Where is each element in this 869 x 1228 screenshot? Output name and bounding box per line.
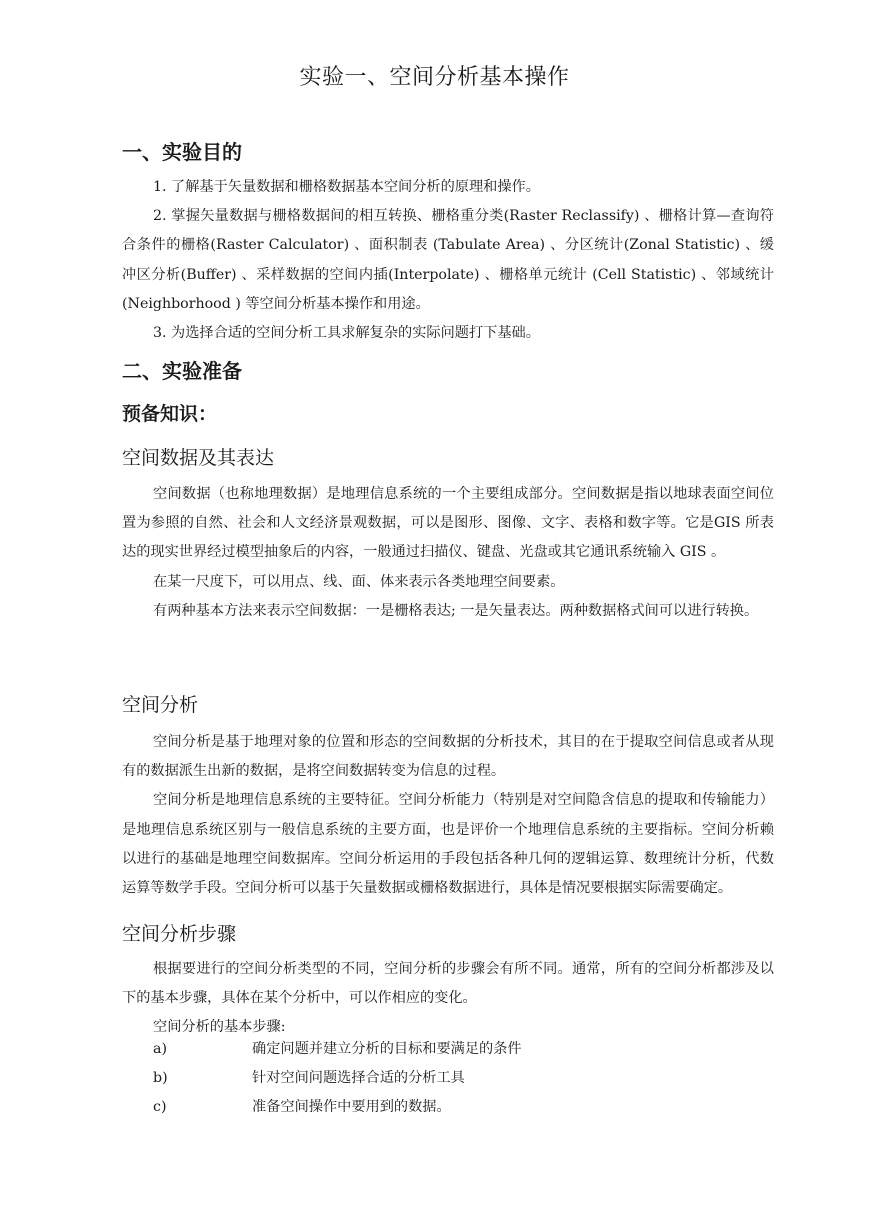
- step-marker: b): [153, 1070, 168, 1086]
- paragraph: 空间分析是地理信息系统的主要特征。空间分析能力（特别是对空间隐含信息的提取和传输能力）是地理信息系统区别与一般信息系统的主要方面，也是评价一个地理信息系统的主要指标。空间分析赖以进行的基础是地理空间数据库。空间分析运用的手段包括各种几何的逻辑运算、数理统计分析，代数运算等数学手段。空间分析可以基于矢量数据或栅格数据进行，具体是情况要根据实际需要确定。: [122, 792, 774, 897]
- section-heading-preparation: 二、实验准备: [122, 359, 242, 383]
- document-title: 实验一、空间分析基本操作: [299, 65, 570, 90]
- purpose-list: [122, 173, 774, 348]
- paragraph: 空间分析的基本步骤:: [153, 1019, 286, 1036]
- subheading-spatial-data: 空间数据及其表达: [122, 447, 275, 469]
- step-text: 针对空间问题选择合适的分析工具: [252, 1070, 465, 1086]
- purpose-item-3: 3. 为选择合适的空间分析工具求解复杂的实际问题打下基础。: [153, 325, 540, 342]
- spatial-analysis-text: [122, 728, 774, 903]
- spatial-data-text: [122, 480, 774, 626]
- purpose-item-1: 1. 了解基于矢量数据和栅格数据基本空间分析的原理和操作。: [153, 179, 540, 195]
- step-marker: c): [153, 1099, 167, 1115]
- paragraph: 有两种基本方法来表示空间数据：一是栅格表达; 一是矢量表达。两种数据格式间可以进行转换。: [153, 602, 759, 619]
- paragraph: 空间分析是基于地理对象的位置和形态的空间数据的分析技术，其目的在于提取空间信息或者从现有的数据派生出新的数据，是将空间数据转变为信息的过程。: [122, 734, 774, 780]
- subheading-prerequisites: 预备知识：: [122, 403, 218, 425]
- step-marker: a): [153, 1041, 167, 1057]
- paragraph: 在某一尺度下，可以用点、线、面、体来表示各类地理空间要素。: [153, 573, 565, 590]
- subheading-spatial-analysis: 空间分析: [122, 694, 199, 716]
- section-heading-purpose: 一、实验目的: [122, 140, 242, 164]
- step-item-a: [153, 1035, 522, 1064]
- analysis-steps-text: [122, 955, 774, 1043]
- purpose-item-2: 2. 掌握矢量数据与栅格数据间的相互转换、栅格重分类(Raster Reclassify) 、栅格计算—查询符合条件的栅格(Raster Calculator) 、面积制表 (Tabulate Area) 、分区统计(Zonal Statistic) 、缓冲区分析(Buffer) 、采样数据的空间内插(Interpolate) 、栅格单元统计 (Cell Statistic) 、邻域统计 (Neighborhood ) 等空间分析基本操作和用途。: [122, 208, 774, 312]
- step-item-c: [153, 1093, 451, 1122]
- paragraph: 空间数据（也称地理数据）是地理信息系统的一个主要组成部分。空间数据是指以地球表面空间位置为参照的自然、社会和人文经济景观数据，可以是图形、图像、文字、表格和数字等。它是GIS 所表达的现实世界经过模型抽象后的内容，一般通过扫描仪、键盘、光盘或其它通讯系统输入 GIS 。: [122, 486, 774, 561]
- step-text: 确定问题并建立分析的目标和要满足的条件: [252, 1041, 522, 1057]
- step-text: 准备空间操作中要用到的数据。: [252, 1099, 451, 1115]
- subheading-analysis-steps: 空间分析步骤: [122, 923, 237, 945]
- step-item-b: [153, 1064, 465, 1093]
- paragraph: 根据要进行的空间分析类型的不同，空间分析的步骤会有所不同。通常，所有的空间分析都涉及以下的基本步骤，具体在某个分析中，可以作相应的变化。: [122, 961, 774, 1007]
